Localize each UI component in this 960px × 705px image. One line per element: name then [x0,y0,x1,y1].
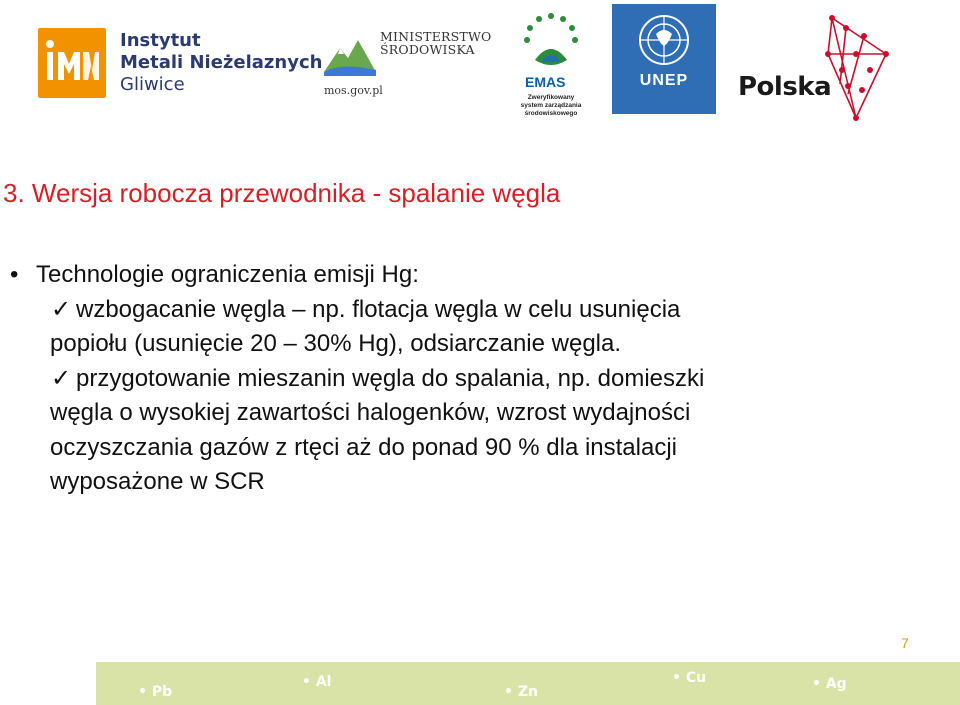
footer-element-pb: • Pb [138,684,173,700]
emas-logo [515,8,587,126]
footer-element-zn: • Zn [504,684,538,700]
imn-line3: Gliwice [120,74,185,95]
bullet-item [0,258,950,293]
ministry-name-line1: MINISTERSTWO [380,29,492,44]
footer-band [96,662,960,705]
imn-line2: Metali Nieżelaznych [120,52,323,73]
footer-element-al: • Al [302,674,332,690]
imn-name [120,30,322,96]
bullet-dot-icon: • [10,261,19,288]
unep-text: UNEP [639,72,689,89]
un-emblem-icon [612,4,716,74]
polska-text: Polska [738,72,832,102]
slide-body [0,258,950,500]
check-item-2-line-4: wyposażone w SCR [50,468,265,495]
check-item-2-line-1: przygotowanie mieszanin węgla do spalania, np. domieszki [76,364,705,392]
bullet-text: Technologie ograniczenia emisji Hg: [36,261,419,288]
footer-element-cu: • Cu [672,670,707,686]
check-item-1-line-2: popiołu (usunięcie 20 – 30% Hg), odsiarczanie węgla. [50,330,622,357]
eu-stars-icon [515,8,587,74]
ministry-name-line2: ŚRODOWISKA [380,42,475,57]
footer-element-ag: • Ag [812,676,847,692]
emas-subtitle: Zweryfikowany system zarządzania środowiskowego [520,94,582,117]
slide-title: 3. Wersja robocza przewodnika - spalanie węgla [3,178,561,208]
polska-kite-icon [736,14,906,124]
logo-bar [0,0,960,140]
imn-line1: Instytut [120,30,201,51]
ministry-logo [322,22,492,104]
checkmark-icon: ✓ [51,364,72,392]
polska-logo [736,14,906,124]
imn-emblem [38,28,106,98]
check-item-2 [0,362,950,500]
emas-title: EMAS [525,74,566,90]
unep-logo [612,4,716,114]
check-item-2-line-2: węgla o wysokiej zawartości halogenków, wzrost wydajności [50,399,691,426]
imn-logo [38,28,328,100]
check-item-1-line-1: wzbogacanie węgla – np. flotacja węgla w celu usunięcia [76,295,681,323]
check-item-2-line-3: oczyszczania gazów z rtęci aż do ponad 90 % dla instalacji [50,433,677,461]
check-item-1 [0,293,950,362]
page-number: 7 [901,635,909,651]
ministry-url: mos.gov.pl [324,84,383,97]
imn-mark-icon [38,28,106,98]
mountains-icon [322,26,378,82]
checkmark-icon: ✓ [51,295,72,323]
ministry-name [380,30,491,56]
